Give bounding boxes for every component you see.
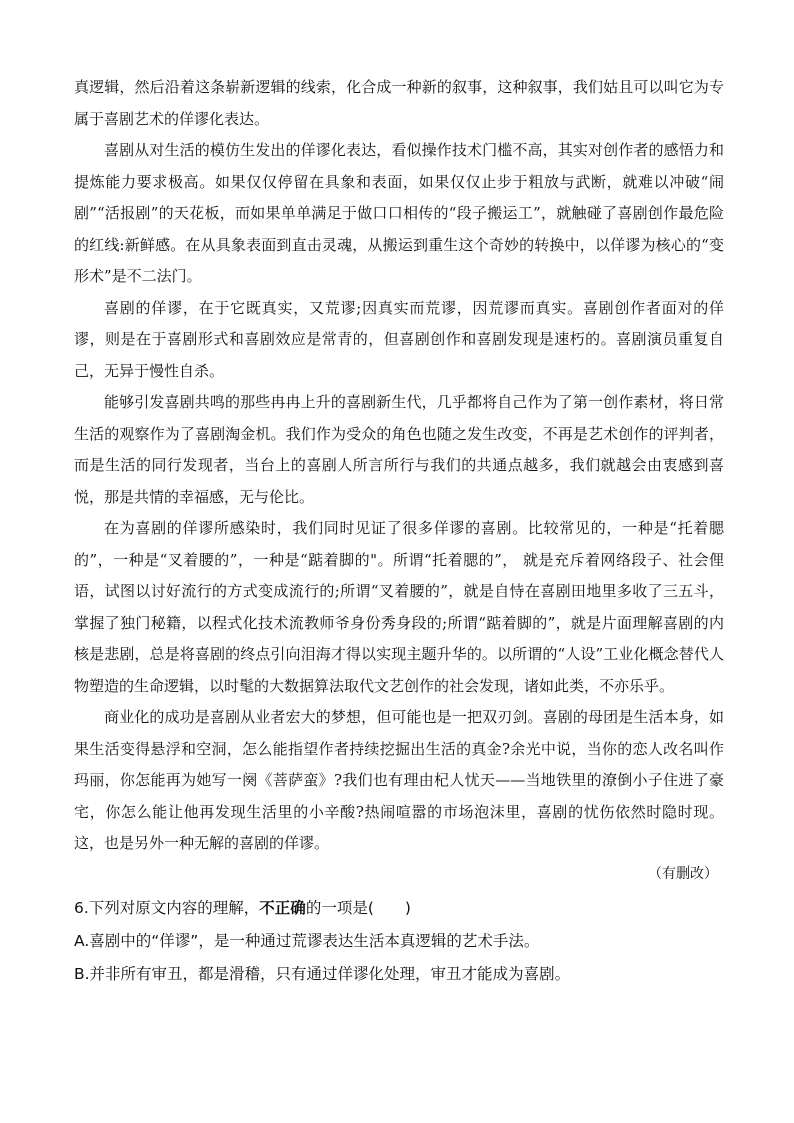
option-b: B.并非所有审丑，都是滑稽，只有通过佯谬化处理，审丑才能成为喜剧。 [74,964,571,983]
article-body [74,72,724,888]
paragraph-4: 能够引发喜剧共鸣的那些冉冉上升的喜剧新生代，几乎都将自己作为了第一创作素材，将日常生活的观察作为了喜剧淘金机。我们作为受众的角色也随之发生改变，不再是艺术创作的评判者，而是生活的同行发现者，当台上的喜剧人所言所行与我们的共通点越多，我们就越会由衷感到喜悦，那是共情的幸福感，无与伦比。 [74,393,724,506]
option-a: A.喜剧中的“佯谬”，是一种通过荒谬表达生活本真逻辑的艺术手法。 [74,931,540,950]
document-page [74,72,724,991]
question-emphasis: 不正确 [259,898,306,917]
question-prefix: 6.下列对原文内容的理解， [74,898,260,917]
source-note: （有删改） [648,865,718,882]
paragraph-1: 真逻辑，然后沿着这条崭新逻辑的线索，化合成一种新的叙事，这种叙事，我们姑且可以叫它为专属于喜剧艺术的佯谬化表达。 [74,78,724,128]
question-suffix: 的一项是( ) [305,898,411,917]
paragraph-2: 喜剧从对生活的模仿生发出的佯谬化表达，看似操作技术门槛不高，其实对创作者的感悟力和提炼能力要求极高。如果仅仅停留在具象和表面，如果仅仅止步于粗放与武断，就难以冲破“闹剧”“活报剧”的天花板，而如果单单满足于做口口相传的“段子搬运工”，就触碰了喜剧创作最危险的红线:新鲜感。在从具象表面到直击灵魂，从搬运到重生这个奇妙的转换中，以佯谬为核心的“变形术”是不二法门。 [74,141,724,285]
paragraph-6: 商业化的成功是喜剧从业者宏大的梦想，但可能也是一把双刃剑。喜剧的母团是生活本身，如果生活变得悬浮和空洞，怎么能指望作者持续挖掘出生活的真金?余光中说，当你的恋人改名叫作玛丽，你怎能再为她写一阕《菩萨蛮》?我们也有理由杞人忧天——当地铁里的潦倒小子住进了豪宅，你怎么能让他再发现生活里的小辛酸?热闹喧嚣的市场泡沫里，喜剧的忧伤依然时隐时现。这，也是另外一种无解的喜剧的佯谬。 [74,708,724,852]
question-stem [74,892,724,925]
question-6 [74,892,724,991]
paragraph-5: 在为喜剧的佯谬所感染时，我们同时见证了很多佯谬的喜剧。比较常见的，一种是“托着腮的”，一种是“叉着腰的”，一种是“踮着脚的"。所谓“托着腮的”， 就是充斥着网络段子、社会俚语，试图以讨好流行的方式变成流行的;所谓“叉着腰的”，就是自恃在喜剧田地里多收了三五斗，掌握了独门秘籍，以程式化技术流教师爷身份秀身段的;所谓“踮着脚的”，就是片面理解喜剧的内核是悲剧，总是将喜剧的终点引向泪海才得以实现主题升华的。以所谓的“人设”工业化概念替代人物塑造的生命逻辑，以时髦的大数据算法取代文艺创作的社会发现，诸如此类，不亦乐乎。 [74,519,724,695]
paragraph-3: 喜剧的佯谬，在于它既真实，又荒谬;因真实而荒谬，因荒谬而真实。喜剧创作者面对的佯谬，则是在于喜剧形式和喜剧效应是常青的，但喜剧创作和喜剧发现是速朽的。喜剧演员重复自己，无异于慢性自杀。 [74,298,724,380]
